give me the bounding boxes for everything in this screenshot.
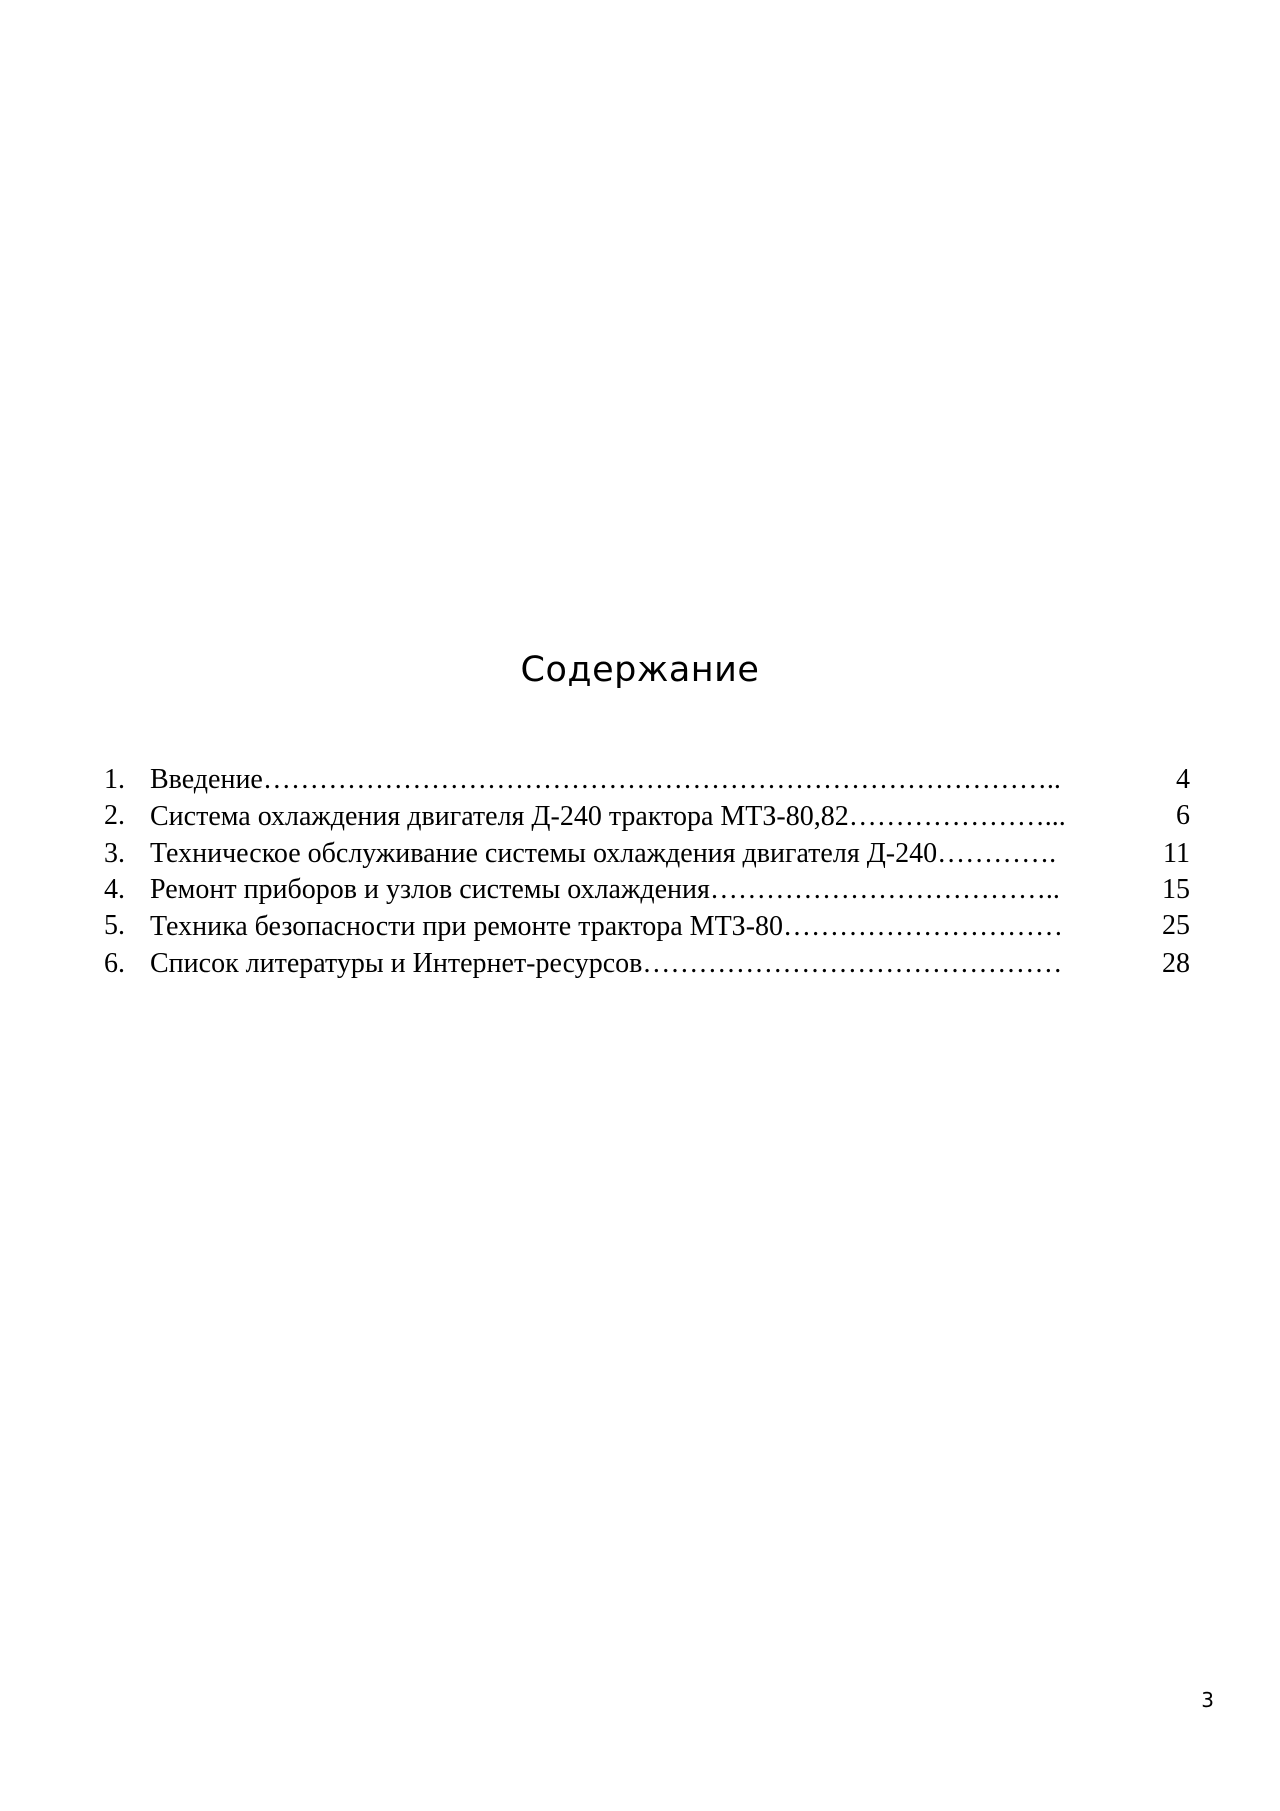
toc-entry-number: 6.: [104, 948, 125, 979]
toc-entry: [104, 836, 1190, 872]
toc-entry-page: 6: [1176, 800, 1190, 831]
toc-entry: [104, 872, 1190, 908]
toc-entry-number: 5.: [104, 910, 125, 941]
toc-entry: [104, 762, 1190, 798]
toc-entry-page: 25: [1162, 910, 1190, 941]
toc-entry: [104, 946, 1190, 982]
toc-entry-title: Техническое обслуживание системы охлаждения двигателя Д-240………….: [150, 838, 1057, 869]
toc-entry-title: Ремонт приборов и узлов системы охлаждения………………………………..: [150, 874, 1060, 905]
toc-entry-title: Введение…………………………………………………………………………..: [150, 764, 1061, 795]
table-of-contents: [104, 762, 1190, 982]
toc-entry-page: 11: [1163, 838, 1190, 869]
toc-entry-title: Список литературы и Интернет-ресурсов………………………………………: [150, 948, 1063, 979]
toc-entry: [104, 798, 1190, 836]
toc-entry-number: 2.: [104, 800, 125, 831]
page-title: Содержание: [520, 650, 760, 690]
toc-entry-page: 4: [1176, 764, 1190, 795]
toc-entry-title: Система охлаждения двигателя Д-240 трактора МТЗ-80,82…………………...: [150, 801, 1066, 832]
toc-entry-number: 4.: [104, 874, 125, 905]
toc-entry: [104, 908, 1190, 946]
page-number: 3: [1201, 1688, 1214, 1712]
toc-entry-title: Техника безопасности при ремонте трактора МТЗ-80…………………………: [150, 911, 1064, 942]
toc-entry-page: 15: [1162, 874, 1190, 905]
toc-entry-number: 1.: [104, 764, 125, 795]
toc-entry-number: 3.: [104, 838, 125, 869]
toc-entry-page: 28: [1162, 948, 1190, 979]
